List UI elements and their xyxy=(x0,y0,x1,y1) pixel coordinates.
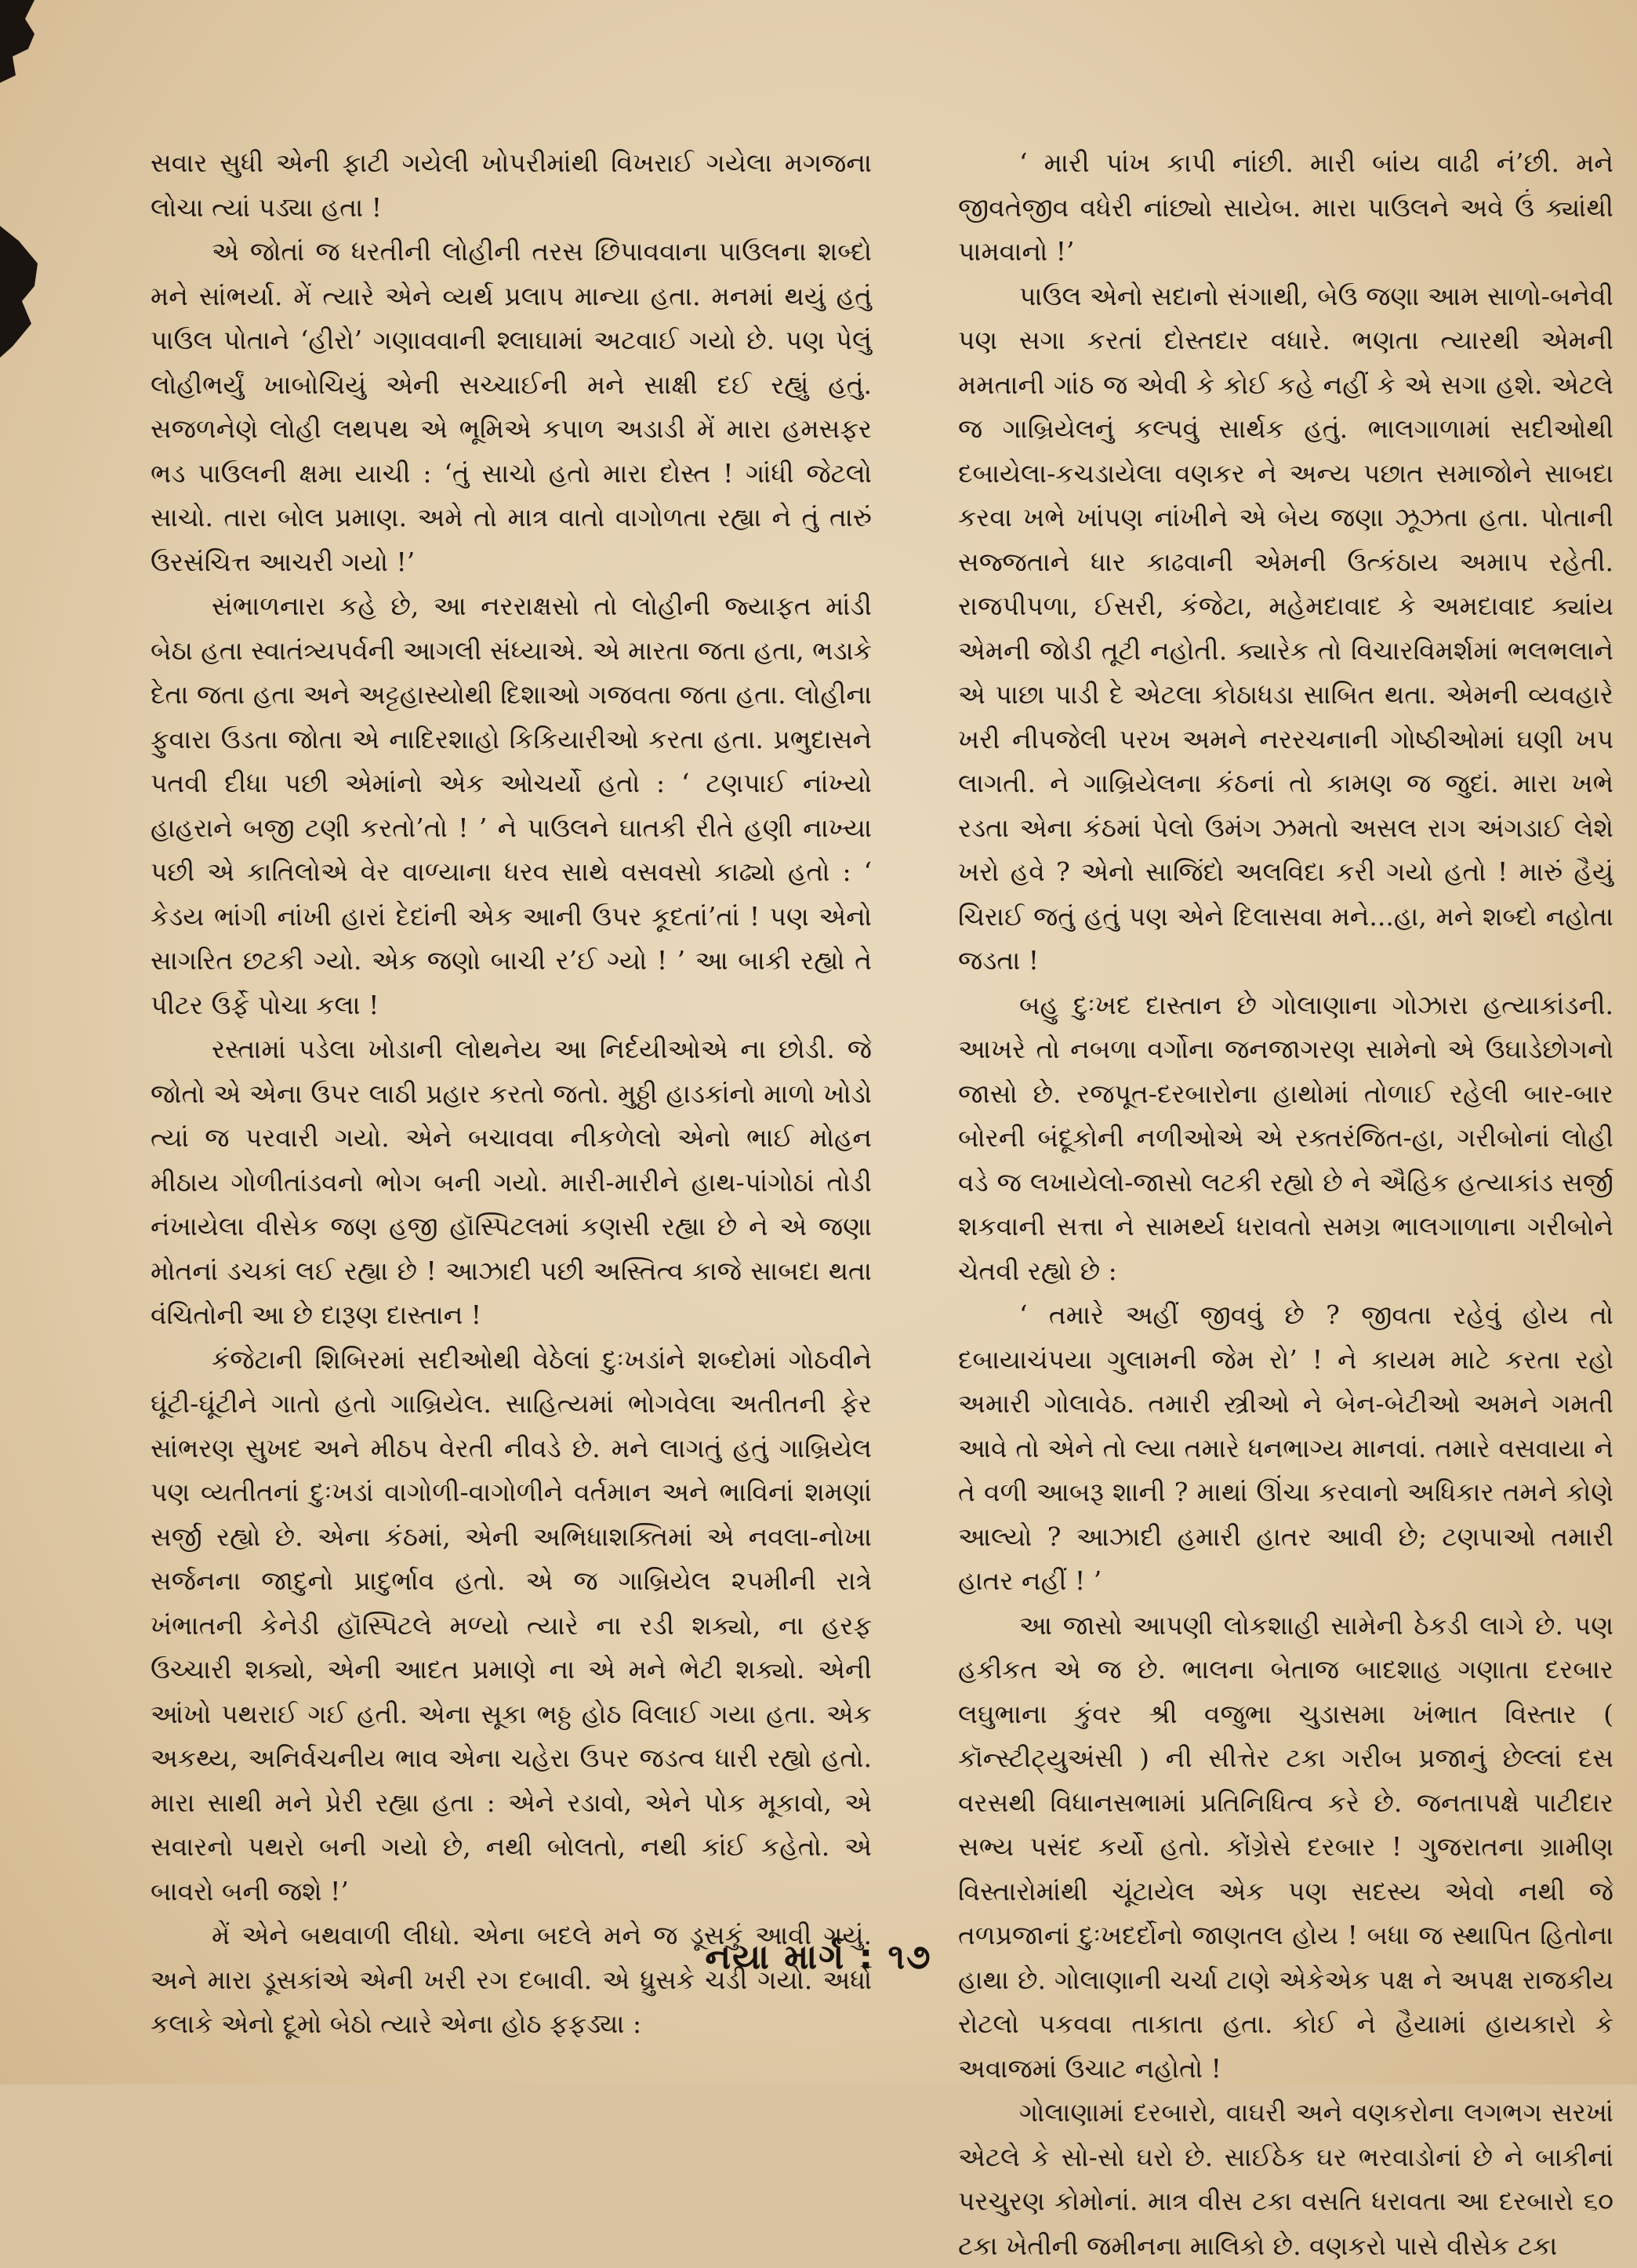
paragraph: બહુ દુઃખદ દાસ્તાન છે ગોલાણાના ગોઝારા હત્યાકાંડની. આખરે તો નબળા વર્ગોના જનજાગરણ સામેનો એ ઉઘાડેછોગનો જાસો છે. રજપૂત-દરબારોના હાથોમાં તોળાઈ રહેલી બાર-બાર બોરની બંદૂકોની નળીઓએ એ રક્તરંજિત-હા, ગરીબોનાં લોહી વડે જ લખાયેલો-જાસો લટકી રહ્યો છે ને ઐહિક હત્યાકાંડ સર્જી શકવાની સત્તા ને સામર્થ્ય ધરાવતો સમગ્ર ભાલગાળાના ગરીબોને ચેતવી રહ્યો છે : xyxy=(958,989,1613,1286)
paragraph: પાઉલ એનો સદાનો સંગાથી, બેઉ જણા આમ સાળો-બનેવી પણ સગા કરતાં દોસ્તદાર વધારે. ભણતા ત્યારથી એમની મમતાની ગાંઠ જ એવી કે કોઈ કહે નહીં કે એ સગા હશે. એટલે જ ગાબ્રિયેલનું કલ્પવું સાર્થક હતું. ભાલગાળામાં સદીઓથી દબાયેલા-કચડાયેલા વણકર ને અન્ય પછાત સમાજોને સાબદા કરવા ખભે ખાંપણ નાંખીને એ બેય જણા ઝૂઝતા હતા. પોતાની સજ્જતાને ધાર કાઢવાની એમની ઉત્કંઠાય અમાપ રહેતી. રાજપીપળા, ઈસરી, કંજેટા, મહેમદાવાદ કે અમદાવાદ ક્યાંય એમની જોડી તૂટી નહોતી. ક્યારેક તો વિચારવિમર્શમાં ભલભલાને એ પાછા પાડી દે એટલા કોઠાધડા સાબિત થતા. એમની વ્યવહારે ખરી નીપજેલી પરખ અમને નરરચનાની ગોષ્ઠીઓમાં ઘણી ખપ લાગતી. ને ગાબ્રિયેલના કંઠનાં તો કામણ જ જુદાં. મારા ખભે રડતા એના કંઠમાં પેલો ઉમંગ ઝમતો અસલ રાગ અંગડાઈ લેશે ખરો હવે ? એનો સાજિંદો અલવિદા કરી ગયો હતો ! મારું હૈયું ચિરાઈ જતું હતું પણ એને દિલાસવા મને...હા, મને શબ્દો નહોતા જડતા ! xyxy=(958,280,1613,976)
paragraph: રસ્તામાં પડેલા ખોડાની લોથનેય આ નિર્દયીઓએ ના છોડી. જે જોતો એ એના ઉપર લાઠી પ્રહાર કરતો જતો. મુઠ્ઠી હાડકાંનો માળો ખોડો ત્યાં જ પરવારી ગયો. એને બચાવવા નીકળેલો એનો ભાઈ મોહન મીઠાય ગોળીતાંડવનો ભોગ બની ગયો. મારી-મારીને હાથ-પાંગોઠાં તોડી નંખાયેલા વીસેક જણ હજી હૉસ્પિટલમાં કણસી રહ્યા છે ને એ જણા મોતનાં ડચકાં લઈ રહ્યા છે ! આઝાદી પછી અસ્તિત્વ કાજે સાબદા થતા વંચિતોની આ છે દારૂણ દાસ્તાન ! xyxy=(151,1034,872,1330)
paragraph: મેં એને બથવાળી લીધો. એના બદલે મને જ ડૂસકું આવી ગયું. અને મારા ડૂસકાંએ એની ખરી રગ દબાવી. એ ધ્રુસકે ચડી ગયો. અર્ધો કલાકે એનો દૂમો બેઠો ત્યારે એના હોઠ ફફડ્યા : xyxy=(151,1920,872,2039)
page-footer: નયા માર્ગ : ૧૭ xyxy=(705,1937,932,1977)
left-column xyxy=(151,141,872,2047)
paragraph: સવાર સુધી એની ફાટી ગયેલી ખોપરીમાંથી વિખરાઈ ગયેલા મગજના લોચા ત્યાં પડ્યા હતા ! xyxy=(151,147,872,223)
paragraph: એ જોતાં જ ધરતીની લોહીની તરસ છિપાવવાના પાઉલના શબ્દો મને સાંભર્યા. મેં ત્યારે એને વ્યર્થ પ્રલાપ માન્યા હતા. મનમાં થયું હતું પાઉલ પોતાને ‘હીરો’ ગણાવવાની શ્લાઘામાં અટવાઈ ગયો છે. પણ પેલું લોહીભર્યું ખાબોચિયું એની સચ્ચાઈની મને સાક્ષી દઈ રહ્યું હતું. સજળનેણે લોહી લથપથ એ ભૂમિએ કપાળ અડાડી મેં મારા હમસફર ભડ પાઉલની ક્ષમા યાચી : ‘તું સાચો હતો મારા દોસ્ત ! ગાંધી જેટલો સાચો. તારા બોલ પ્રમાણ. અમે તો માત્ર વાતો વાગોળતા રહ્યા ને તું તારું ઉરસંચિત્ત આચરી ગયો !’ xyxy=(151,236,872,577)
paragraph: ‘ તમારે અહીં જીવવું છે ? જીવતા રહેવું હોય તો દબાયાચંપયા ગુલામની જેમ રો’ ! ને કાયમ માટે કરતા રહો અમારી ગોલાવેઠ. તમારી સ્ત્રીઓ ને બેન-બેટીઓ અમને ગમતી આવે તો એને તો લ્યા તમારે ધનભાગ્ય માનવાં. તમારે વસવાયા ને તે વળી આબરૂ શાની ? માથાં ઊંચા કરવાનો અધિકાર તમને કોણે આલ્યો ? આઝાદી હમારી હાતર આવી છે; ટણપાઓ તમારી હાતર નહીં ! ’ xyxy=(958,1299,1613,1596)
paragraph: સંભાળનારા કહે છે, આ નરરાક્ષસો તો લોહીની જ્યાફત માંડી બેઠા હતા સ્વાતંત્ર્યપર્વની આગલી સંધ્યાએ. એ મારતા જતા હતા, ભડાકે દેતા જતા હતા અને અટ્ટહાસ્યોથી દિશાઓ ગજવતા જતા હતા. લોહીના ફુવારા ઉડતા જોતા એ નાદિરશાહો કિકિયારીઓ કરતા હતા. પ્રભુદાસને પતવી દીધા પછી એમાંનો એક ઓચર્યો હતો : ‘ ટણપાઈ નાંખ્યો હાહરાને બજી ટણી કરતો’તો ! ’ ને પાઉલને ઘાતકી રીતે હણી નાખ્યા પછી એ કાતિલોએ વેર વાળ્યાના ધરવ સાથે વસવસો કાઢ્યો હતો : ‘ કેડય ભાંગી નાંખી હારાં દેદાંની એક આની ઉપર કૂદતાં’તાં ! પણ એનો સાગરિત છટકી ગ્યો. એક જણો બાચી ર’ઈ ગ્યો ! ’ આ બાકી રહ્યો તે પીટર ઉર્ફે પોચા કલા ! xyxy=(151,591,872,1020)
paragraph: ‘ મારી પાંખ કાપી નાંછી. મારી બાંય વાઢી નં’છી. મને જીવતેજીવ વધેરી નાંછ્યો સાયેબ. મારા પાઉલને અવે ઉં ક્યાંથી પામવાનો !’ xyxy=(958,147,1613,267)
paragraph: આ જાસો આપણી લોકશાહી સામેની ઠેકડી લાગે છે. પણ હકીકત એ જ છે. ભાલના બેતાજ બાદશાહ ગણાતા દરબાર લઘુભાના કુંવર શ્રી વજુભા ચુડાસમા ખંભાત વિસ્તાર ( કૉન્સ્ટીટ્યુઅંસી ) ની સીત્તેર ટકા ગરીબ પ્રજાનું છેલ્લાં દસ વરસથી વિધાનસભામાં પ્રતિનિધિત્વ કરે છે. જનતાપક્ષે પાટીદાર સભ્ય પસંદ કર્યો હતો. કોંગ્રેસે દરબાર ! ગુજરાતના ગ્રામીણ વિસ્તારોમાંથી ચૂંટાયેલ એક પણ સદસ્ય એવો નથી જે તળપ્રજાનાં દુઃખદર્દોનો જાણતલ હોય ! બધા જ સ્થાપિત હિતોના હાથા છે. ગોલાણાની ચર્ચા ટાણે એકેએક પક્ષ ને અપક્ષ રાજકીય રોટલો પકવવા તાકાતા હતા. કોઈ ને હૈયામાં હાયકારો કે અવાજમાં ઉચાટ નહોતો ! xyxy=(958,1609,1613,2084)
paragraph: ગોલાણામાં દરબારો, વાઘરી અને વણકરોના લગભગ સરખાં એટલે કે સો-સો ઘરો છે. સાઈઠેક ઘર ભરવાડોનાં છે ને બાકીનાં પરચુરણ કોમોનાં. માત્ર વીસ ટકા વસતિ ધરાવતા આ દરબારો ૬૦ ટકા ખેતીની જમીનના માલિકો છે. વણકરો પાસે વીસેક ટકા xyxy=(958,2097,1613,2261)
paragraph: કંજેટાની શિબિરમાં સદીઓથી વેઠેલાં દુઃખડાંને શબ્દોમાં ગોઠવીને ઘૂંટી-ઘૂંટીને ગાતો હતો ગાબ્રિયેલ. સાહિત્યમાં ભોગવેલા અતીતની ફેર સાંભરણ સુખદ અને મીઠપ વેરતી નીવડે છે. મને લાગતું હતું ગાબ્રિયેલ પણ વ્યતીતનાં દુઃખડાં વાગોળી-વાગોળીને વર્તમાન અને ભાવિનાં શમણાં સર્જી રહ્યો છે. એના કંઠમાં, એની અભિધાશક્તિમાં એ નવલા-નોખા સર્જનના જાદુનો પ્રાદુર્ભાવ હતો. એ જ ગાબ્રિયેલ ૨૫મીની રાત્રે ખંભાતની કેનેડી હૉસ્પિટલે મળ્યો ત્યારે ના રડી શક્યો, ના હરફ ઉચ્ચારી શક્યો, એની આદત પ્રમાણે ના એ મને ભેટી શક્યો. એની આંખો પથરાઈ ગઈ હતી. એના સૂકા ભઠ્ઠ હોઠ વિલાઈ ગયા હતા. એક અકથ્ય, અનિર્વચનીય ભાવ એના ચહેરા ઉપર જડત્વ ધારી રહ્યો હતો. મારા સાથી મને પ્રેરી રહ્યા હતા : એને રડાવો, એને પોક મૂકાવો, એ સવારનો પથરો બની ગયો છે, નથી બોલતો, નથી કાંઈ કહેતો. એ બાવરો બની જશે !’ xyxy=(151,1343,872,1906)
torn-edge xyxy=(0,0,63,376)
